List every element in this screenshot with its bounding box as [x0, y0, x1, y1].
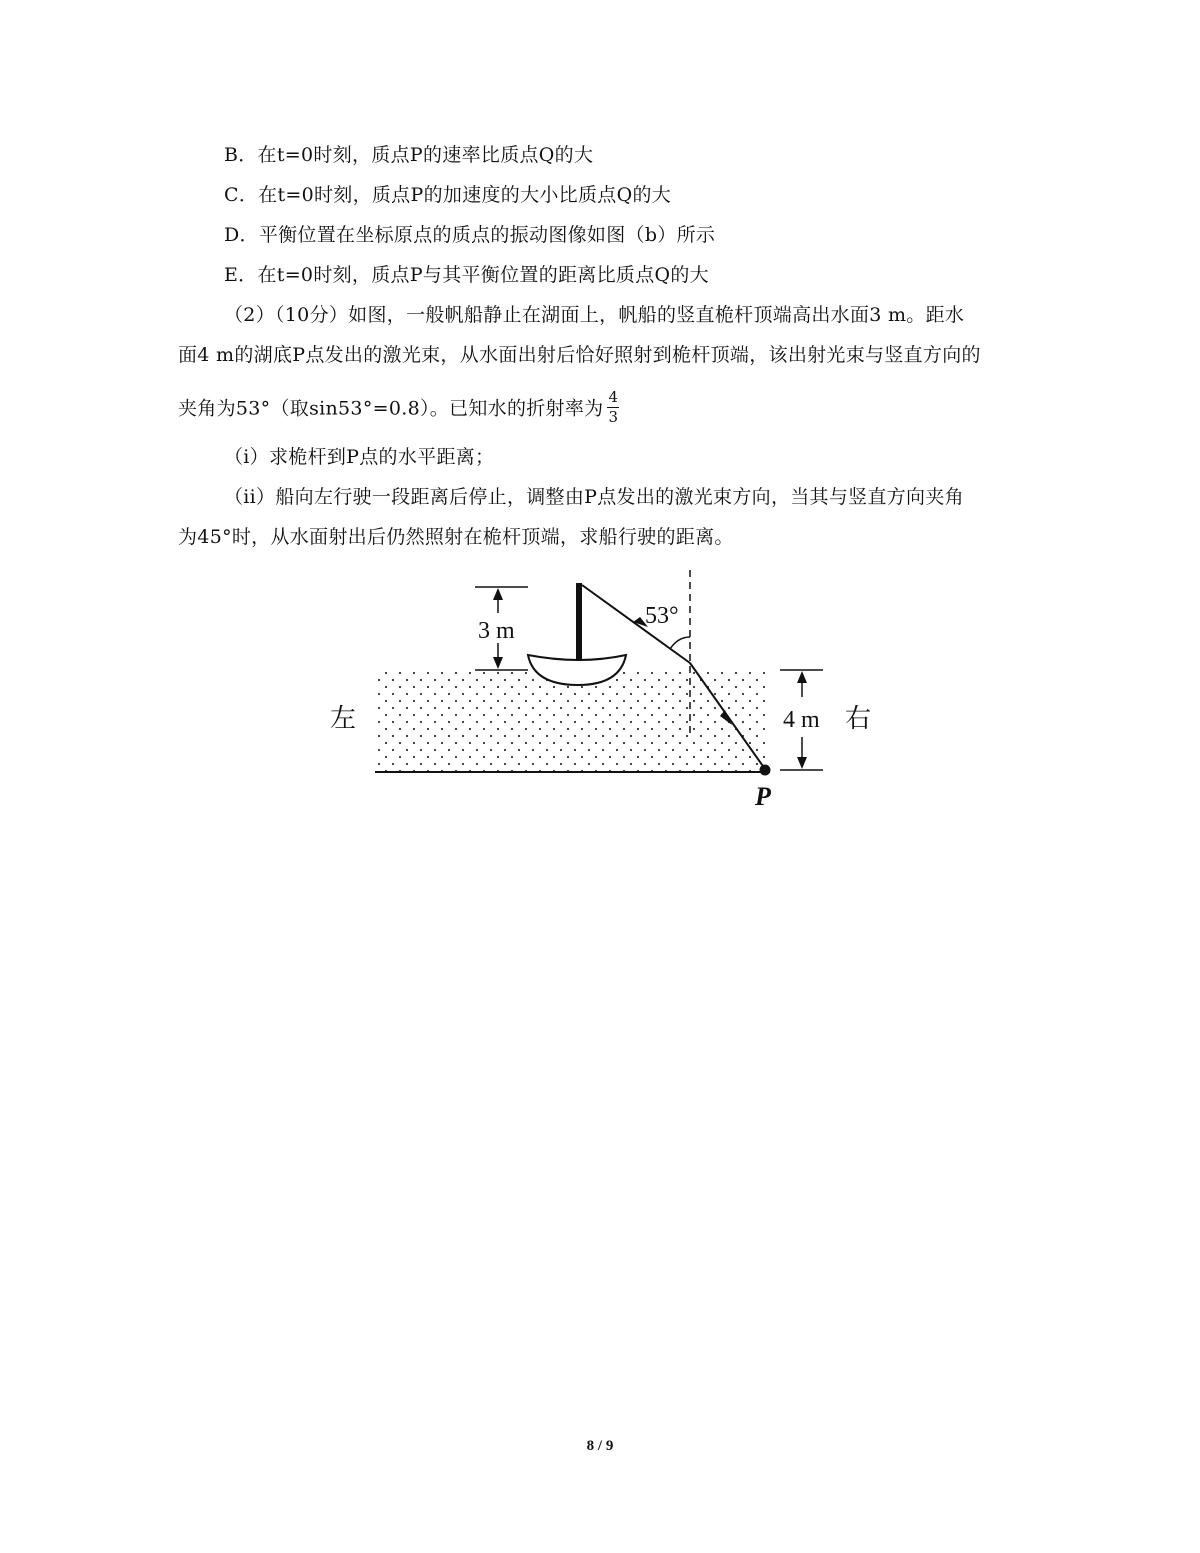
problem-line-2: 面4 m的湖底P点发出的激光束，从水面出射后恰好照射到桅杆顶端，该出射光束与竖直方向的	[178, 344, 981, 366]
point-p-label: P	[755, 782, 771, 811]
option-d: D．平衡位置在坐标原点的质点的振动图像如图（b）所示	[224, 224, 716, 246]
point-p-marker	[760, 765, 771, 776]
boat-mast	[576, 583, 582, 661]
figure-svg	[320, 565, 880, 815]
problem-line-3-text: 夹角为53°（取sin53°=0.8）。已知水的折射率为	[178, 397, 604, 420]
page-number: 8 / 9	[586, 1438, 614, 1454]
option-c: C．在t=0时刻，质点P的加速度的大小比质点Q的大	[224, 184, 672, 206]
depth-dim-up-arrow	[797, 671, 807, 683]
part-ii-line-2: 为45°时，从水面射出后仍然照射在桅杆顶端，求船行驶的距离。	[178, 526, 734, 548]
part-ii-line-1: （ii）船向左行驶一段距离后停止，调整由P点发出的激光束方向，当其与竖直方向夹角	[224, 486, 964, 508]
mast-dim-down-arrow	[493, 657, 503, 669]
right-label: 右	[845, 704, 872, 733]
depth-label: 4 m	[783, 707, 820, 733]
option-e: E．在t=0时刻，质点P与其平衡位置的距离比质点Q的大	[224, 264, 709, 286]
fraction-denominator: 3	[608, 408, 619, 426]
sailboat-laser-figure	[320, 565, 880, 815]
problem-line-3	[178, 388, 619, 427]
option-b: B．在t=0时刻，质点P的速率比质点Q的大	[224, 144, 594, 166]
depth-dim-down-arrow	[797, 757, 807, 769]
angle-arc	[670, 637, 690, 649]
mast-dim-up-arrow	[493, 588, 503, 600]
mast-height-label: 3 m	[478, 618, 515, 644]
part-i: （i）求桅杆到P点的水平距离；	[224, 446, 495, 468]
problem-line-1: （2）（10分）如图，一般帆船静止在湖面上，帆船的竖直桅杆顶端高出水面3 m。距水	[224, 304, 965, 326]
fraction-numerator: 4	[608, 388, 619, 406]
left-label: 左	[330, 704, 357, 733]
refractive-index-fraction	[607, 390, 619, 425]
angle-label: 53°	[645, 603, 679, 629]
